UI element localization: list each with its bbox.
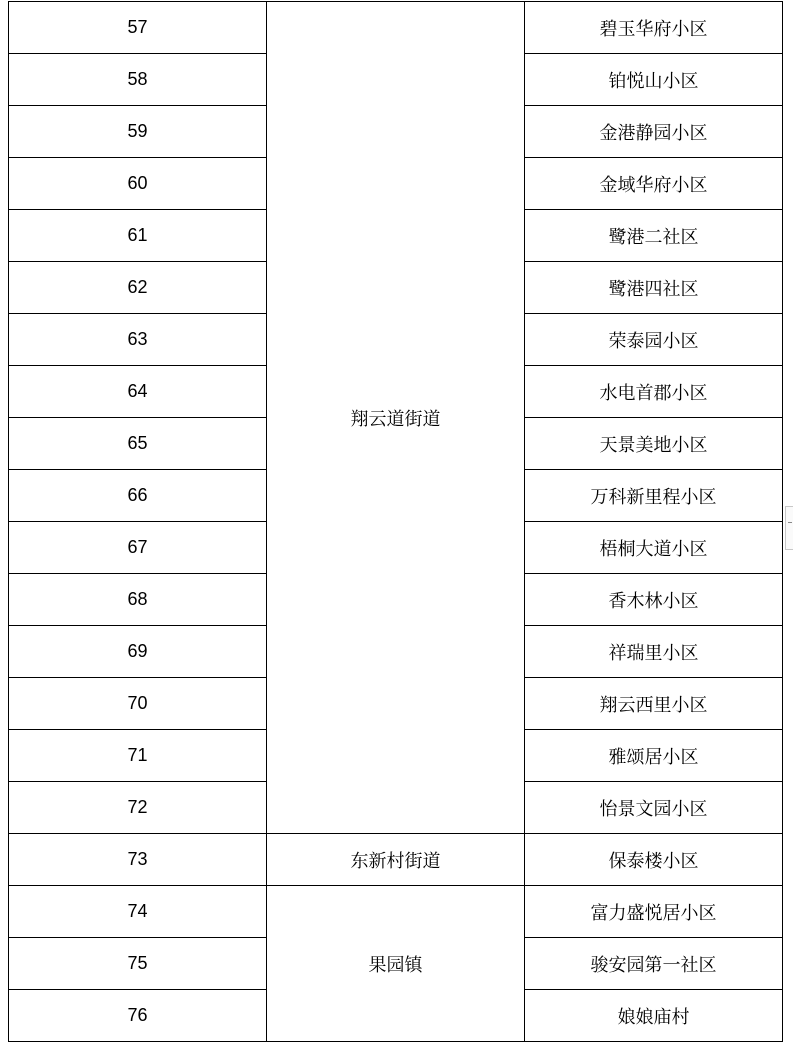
row-number: 63 (9, 314, 267, 366)
community-name: 怡景文园小区 (525, 782, 783, 834)
street-cell: 翔云道街道 (267, 2, 525, 834)
community-name: 天景美地小区 (525, 418, 783, 470)
community-table (8, 1, 783, 1042)
community-name: 荣泰园小区 (525, 314, 783, 366)
community-name: 鹭港四社区 (525, 262, 783, 314)
row-number: 71 (9, 730, 267, 782)
community-name: 铂悦山小区 (525, 54, 783, 106)
row-number: 76 (9, 990, 267, 1042)
community-name: 金域华府小区 (525, 158, 783, 210)
row-number: 72 (9, 782, 267, 834)
row-number: 70 (9, 678, 267, 730)
community-name: 梧桐大道小区 (525, 522, 783, 574)
street-cell: 果园镇 (267, 886, 525, 1042)
minus-icon (788, 522, 792, 523)
table-row (9, 886, 783, 938)
community-name: 富力盛悦居小区 (525, 886, 783, 938)
row-number: 58 (9, 54, 267, 106)
community-name: 水电首郡小区 (525, 366, 783, 418)
row-number: 66 (9, 470, 267, 522)
community-name: 保泰楼小区 (525, 834, 783, 886)
community-name: 香木林小区 (525, 574, 783, 626)
community-name: 翔云西里小区 (525, 678, 783, 730)
row-number: 67 (9, 522, 267, 574)
row-number: 69 (9, 626, 267, 678)
row-number: 73 (9, 834, 267, 886)
community-name: 骏安园第一社区 (525, 938, 783, 990)
row-number: 65 (9, 418, 267, 470)
row-number: 60 (9, 158, 267, 210)
street-cell: 东新村街道 (267, 834, 525, 886)
table-row (9, 2, 783, 54)
community-name: 金港静园小区 (525, 106, 783, 158)
row-number: 59 (9, 106, 267, 158)
community-name: 万科新里程小区 (525, 470, 783, 522)
community-name: 雅颂居小区 (525, 730, 783, 782)
row-number: 62 (9, 262, 267, 314)
row-number: 75 (9, 938, 267, 990)
page-edge-handle[interactable] (785, 506, 793, 550)
community-name: 碧玉华府小区 (525, 2, 783, 54)
community-name: 鹭港二社区 (525, 210, 783, 262)
row-number: 68 (9, 574, 267, 626)
community-table-body (9, 2, 783, 1042)
row-number: 64 (9, 366, 267, 418)
table-row (9, 834, 783, 886)
community-name: 祥瑞里小区 (525, 626, 783, 678)
row-number: 57 (9, 2, 267, 54)
row-number: 61 (9, 210, 267, 262)
row-number: 74 (9, 886, 267, 938)
community-name: 娘娘庙村 (525, 990, 783, 1042)
